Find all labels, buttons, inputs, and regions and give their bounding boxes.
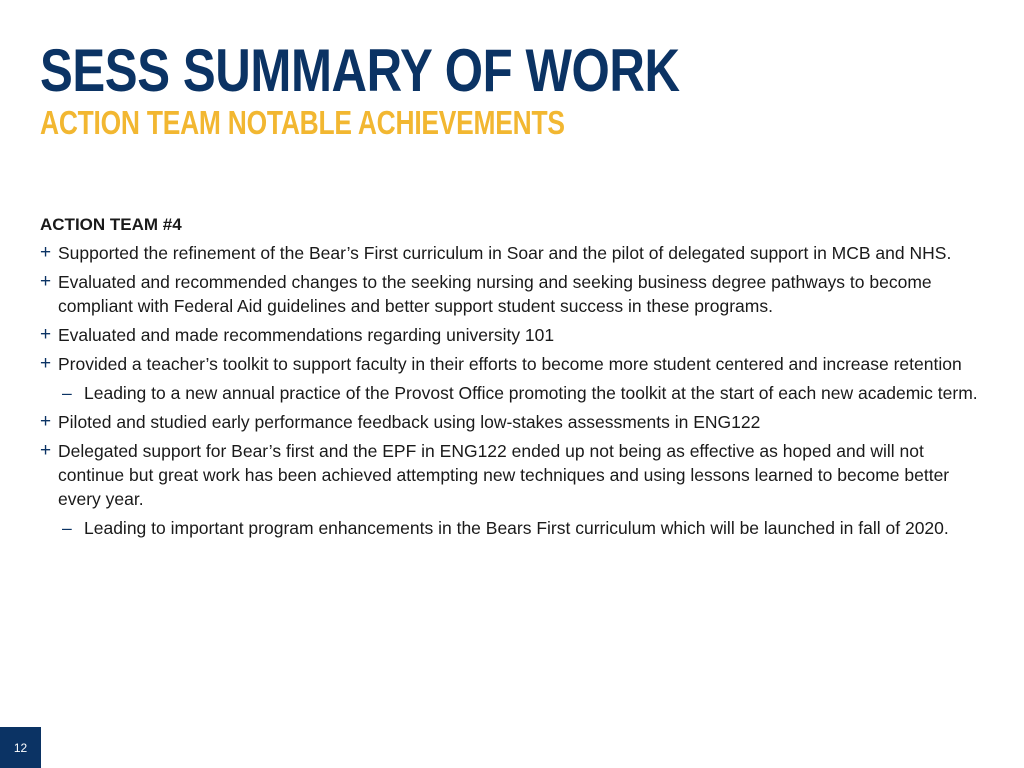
slide-subtitle: ACTION TEAM NOTABLE ACHIEVEMENTS: [40, 104, 565, 141]
bullet-item: + Evaluated and made recommendations regarding university 101: [40, 323, 990, 347]
sub-bullet-item: – Leading to a new annual practice of the Provost Office promoting the toolkit at the start of each new academic term.: [58, 381, 990, 405]
slide-content: [40, 213, 990, 545]
sub-bullet-list: [58, 516, 990, 540]
page-number: 12: [0, 727, 41, 768]
bullet-list: [40, 241, 990, 540]
bullet-item: + Evaluated and recommended changes to the seeking nursing and seeking business degree pathways to become compliant with Federal Aid guidelines and better support student success in these programs.: [40, 270, 990, 318]
section-heading: ACTION TEAM #4: [40, 215, 182, 234]
bullet-item: [40, 352, 990, 405]
bullet-item: + Piloted and studied early performance feedback using low-stakes assessments in ENG122: [40, 410, 990, 434]
sub-bullet-item: – Leading to important program enhancements in the Bears First curriculum which will be launched in fall of 2020.: [58, 516, 990, 540]
bullet-text: Delegated support for Bear’s first and the EPF in ENG122 ended up not being as effective as hoped and will not continue but great work has been achieved attempting new techniques and using lessons learned to become better every year.: [58, 441, 950, 509]
bullet-item: [40, 439, 990, 540]
bullet-item: + Supported the refinement of the Bear’s First curriculum in Soar and the pilot of delegated support in MCB and NHS.: [40, 241, 990, 265]
slide-title: SESS SUMMARY OF WORK: [40, 37, 680, 104]
bullet-text: Provided a teacher’s toolkit to support faculty in their efforts to become more student centered and increase retention: [58, 354, 962, 374]
sub-bullet-list: [58, 381, 990, 405]
